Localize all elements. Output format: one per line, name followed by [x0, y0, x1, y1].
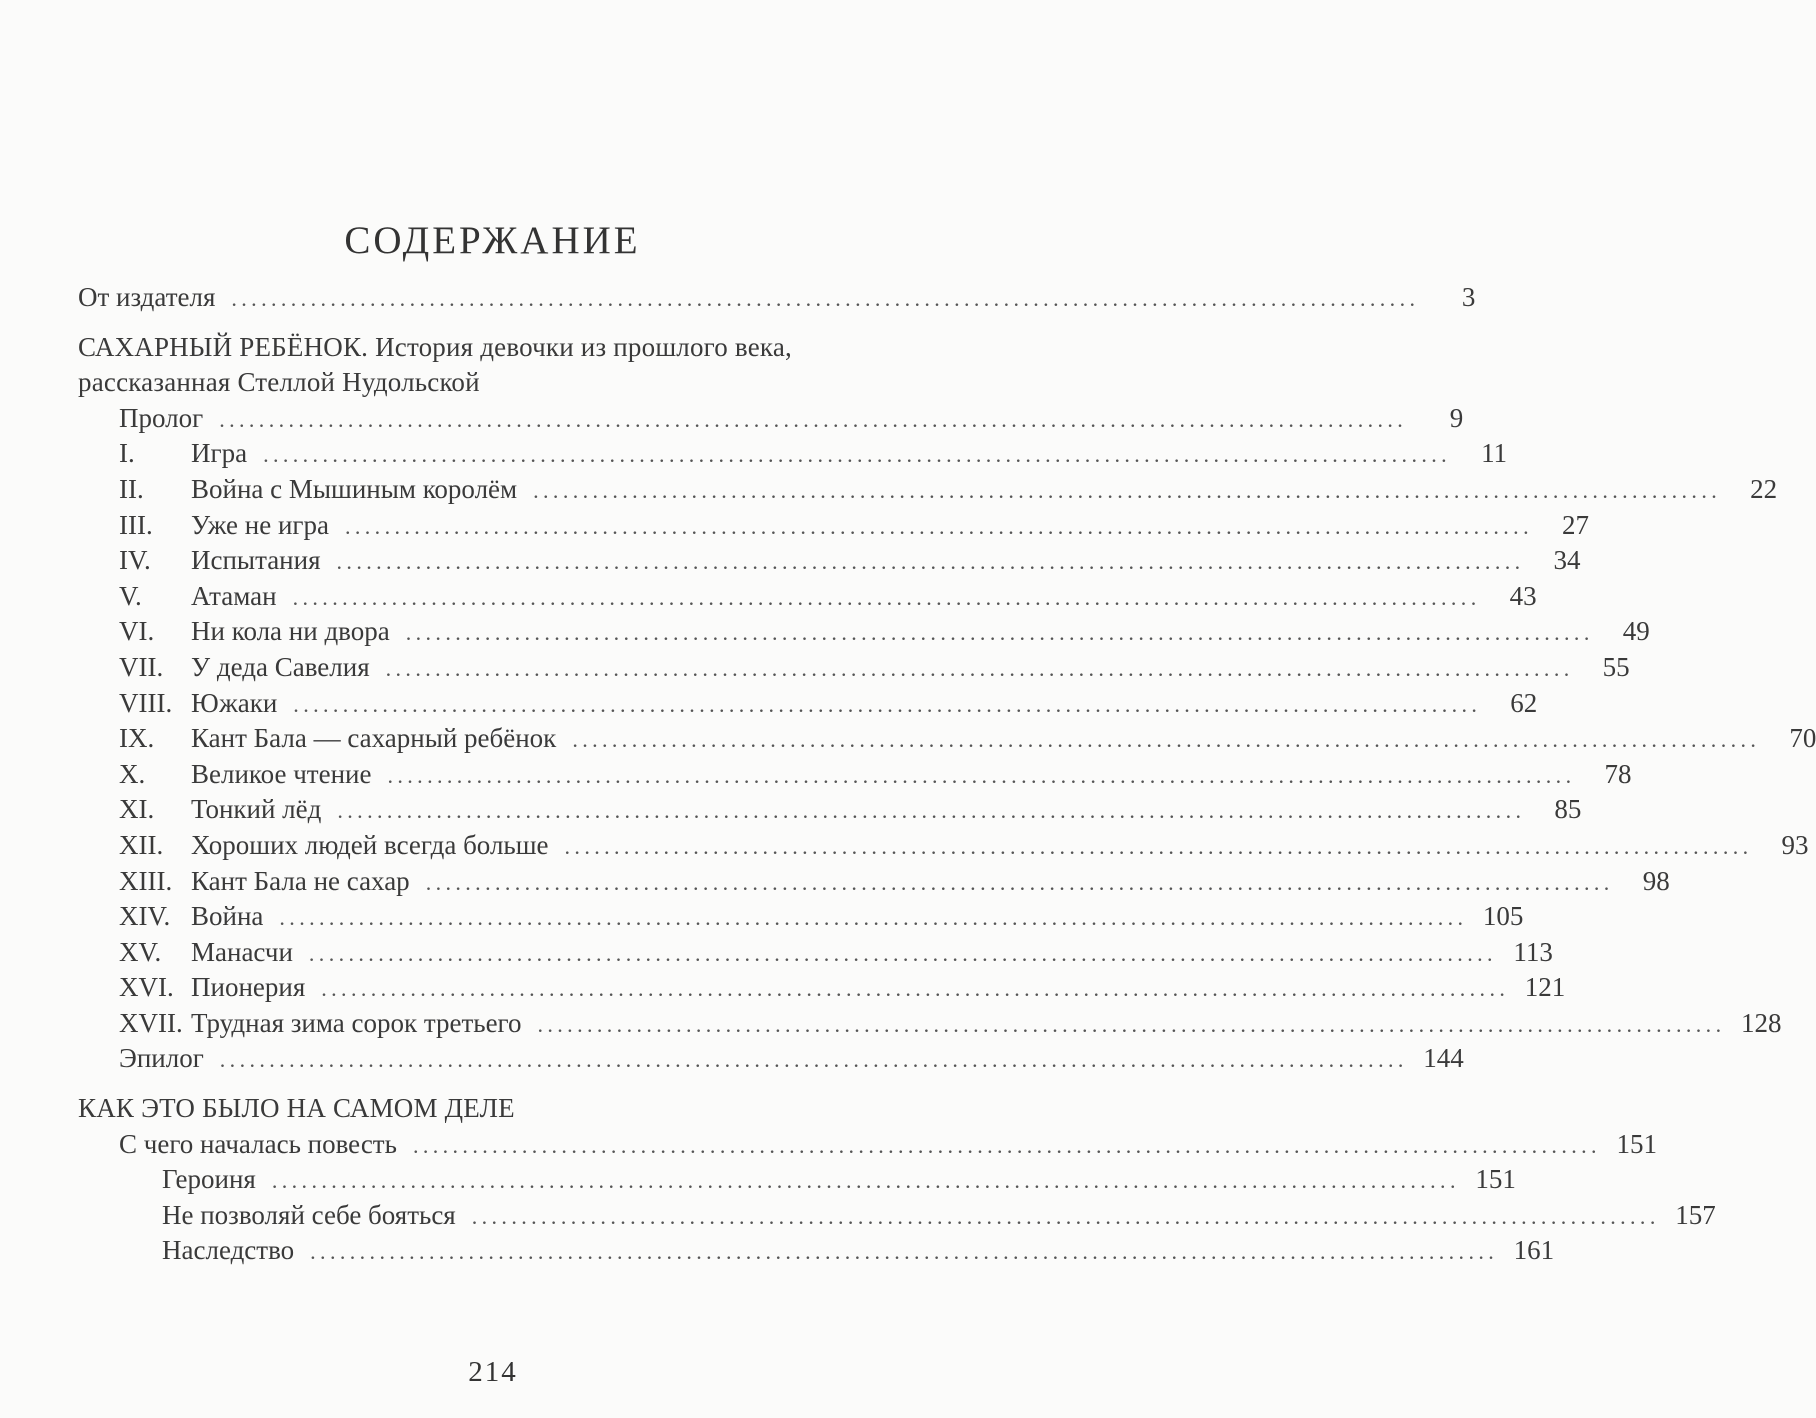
- table-of-contents: [78, 280, 1816, 1269]
- chapter-number: IV.: [119, 545, 151, 576]
- chapter-list: [78, 436, 1816, 1041]
- page-number: 214: [468, 1356, 518, 1388]
- toc-entry-chapter: [78, 1006, 1782, 1042]
- section-heading-how-it-was: КАК ЭТО БЫЛО НА САМОМ ДЕЛЕ: [78, 1093, 515, 1124]
- section-heading-sugar-child: [78, 330, 908, 401]
- entry-title: Ни кола ни двора: [191, 616, 390, 647]
- chapter-number: XVI.: [119, 972, 174, 1003]
- entry-title: Кант Бала не сахар: [191, 865, 410, 896]
- leader-dots: ........................................................................................................................: [321, 976, 1510, 1002]
- chapter-number: II.: [119, 473, 144, 504]
- chapter-number: V.: [119, 580, 142, 611]
- chapter-number: I.: [119, 438, 135, 469]
- entry-title: Пионерия: [191, 972, 306, 1003]
- entry-title: Эпилог: [119, 1043, 204, 1074]
- entry-title: Атаман: [191, 580, 277, 611]
- leader-dots: ........................................................................................................................: [385, 655, 1574, 681]
- toc-entry-chapter: [78, 686, 1538, 722]
- leader-dots: ........................................................................................................................: [310, 1239, 1499, 1265]
- leader-dots: ........................................................................................................................: [292, 584, 1481, 610]
- toc-entry-chapter: [78, 579, 1537, 615]
- entry-page: 78: [1604, 758, 1632, 789]
- entry-page: 113: [1513, 936, 1553, 967]
- toc-entry-publisher: [78, 280, 1476, 316]
- entry-page: 161: [1513, 1235, 1555, 1266]
- entry-page: 93: [1781, 829, 1809, 860]
- chapter-number: XIV.: [119, 901, 171, 932]
- chapter-number: IX.: [119, 723, 155, 754]
- chapter-number: XVII.: [119, 1007, 183, 1038]
- toc-entry-chapter: [78, 899, 1524, 935]
- entry-page: 55: [1602, 651, 1630, 682]
- leader-dots: ........................................................................................................................: [537, 1011, 1726, 1037]
- toc-entry-chapter: [78, 543, 1581, 579]
- toc-entry-epilogue: [78, 1041, 1464, 1077]
- entry-title: Трудная зима сорок третьего: [191, 1007, 522, 1038]
- toc-entry-prologue: [78, 401, 1464, 437]
- section-heading-line: рассказанная Стеллой Нудольской: [78, 367, 480, 398]
- toc-entry-chapter: [78, 508, 1589, 544]
- leader-dots: ........................................................................................................................: [279, 905, 1468, 931]
- leader-dots: ........................................................................................................................: [219, 1047, 1408, 1073]
- entry-page: 22: [1750, 473, 1778, 504]
- leader-dots: ........................................................................................................................: [263, 442, 1452, 468]
- entry-title: Пролог: [119, 402, 204, 433]
- chapter-number: XIII.: [119, 865, 173, 896]
- toc-entry-chapter: [78, 757, 1632, 793]
- entry-page: 128: [1740, 1007, 1782, 1038]
- entry-title: Наследство: [162, 1235, 295, 1266]
- leader-dots: ........................................................................................................................: [336, 549, 1525, 575]
- toc-entry-subsection: [78, 1162, 1516, 1198]
- entry-title: Не позволяй себе бояться: [162, 1199, 456, 1230]
- chapter-number: III.: [119, 509, 153, 540]
- leader-dots: ........................................................................................................................: [337, 798, 1526, 824]
- leader-dots: ........................................................................................................................: [412, 1132, 1601, 1158]
- leader-dots: ........................................................................................................................: [344, 513, 1533, 539]
- leader-dots: ........................................................................................................................: [425, 869, 1614, 895]
- leader-dots: ........................................................................................................................: [271, 1168, 1460, 1194]
- leader-dots: ........................................................................................................................: [231, 286, 1420, 311]
- entry-page: 151: [1616, 1128, 1657, 1159]
- toc-entry-chapter: [78, 970, 1566, 1006]
- entry-page: 121: [1524, 972, 1566, 1003]
- entry-page: 62: [1510, 687, 1538, 718]
- leader-dots: ........................................................................................................................: [387, 762, 1576, 788]
- chapter-number: XV.: [119, 936, 162, 967]
- chapter-number: XII.: [119, 829, 164, 860]
- entry-title: Игра: [191, 438, 248, 469]
- subsection-list: [78, 1162, 1716, 1269]
- entry-page: 157: [1675, 1199, 1716, 1230]
- entry-title: У деда Савелия: [191, 651, 370, 682]
- entry-title: Уже не игра: [191, 509, 329, 540]
- toc-entry-subsection: [78, 1233, 1555, 1269]
- leader-dots: ........................................................................................................................: [308, 940, 1497, 966]
- entry-title: Хороших людей всегда больше: [191, 829, 549, 860]
- entry-page: 3: [1461, 282, 1476, 312]
- chapter-number: X.: [119, 758, 146, 789]
- entry-title: Война: [191, 901, 264, 932]
- section-heading-line: САХАРНЫЙ РЕБЁНОК. История девочки из прошлого века,: [78, 331, 792, 362]
- entry-title: Великое чтение: [191, 758, 372, 789]
- toc-entry-chapter: [78, 614, 1650, 650]
- entry-title: С чего началась повесть: [119, 1128, 397, 1159]
- entry-page: 70: [1789, 723, 1816, 754]
- toc-entry-chapter: [78, 935, 1553, 971]
- entry-page: 9: [1449, 402, 1464, 433]
- chapter-number: XI.: [119, 794, 155, 825]
- entry-page: 34: [1553, 545, 1581, 576]
- leader-dots: ........................................................................................................................: [471, 1203, 1660, 1229]
- leader-dots: ........................................................................................................................: [293, 691, 1482, 717]
- toc-entry-origin: [78, 1127, 1657, 1163]
- toc-entry-chapter: [78, 721, 1816, 757]
- leader-dots: ........................................................................................................................: [564, 833, 1753, 859]
- page-title: СОДЕРЖАНИЕ: [344, 219, 641, 262]
- leader-dots: ........................................................................................................................: [572, 727, 1761, 753]
- entry-page: 151: [1475, 1164, 1516, 1195]
- toc-entry-chapter: [78, 792, 1582, 828]
- toc-entry-chapter: [78, 828, 1809, 864]
- leader-dots: ........................................................................................................................: [533, 477, 1722, 503]
- entry-title: Героиня: [162, 1164, 256, 1195]
- toc-entry-chapter: [78, 864, 1670, 900]
- entry-page: 49: [1622, 616, 1650, 647]
- leader-dots: ........................................................................................................................: [219, 406, 1408, 432]
- leader-dots: ........................................................................................................................: [405, 620, 1594, 646]
- entry-title: Южаки: [191, 687, 278, 718]
- entry-title: Испытания: [191, 545, 321, 576]
- entry-title: От издателя: [78, 282, 216, 312]
- chapter-number: VIII.: [119, 687, 173, 718]
- chapter-number: VII.: [119, 651, 164, 682]
- toc-entry-chapter: [78, 472, 1778, 508]
- entry-page: 98: [1642, 865, 1670, 896]
- chapter-number: VI.: [119, 616, 155, 647]
- entry-page: 105: [1482, 901, 1524, 932]
- toc-entry-subsection: [78, 1198, 1716, 1234]
- entry-title: Тонкий лёд: [191, 794, 322, 825]
- entry-title: Кант Бала — сахарный ребёнок: [191, 723, 557, 754]
- entry-page: 85: [1554, 794, 1582, 825]
- entry-title: Война с Мышиным королём: [191, 473, 518, 504]
- entry-page: 11: [1481, 438, 1508, 469]
- toc-entry-chapter: [78, 436, 1508, 472]
- entry-page: 144: [1423, 1043, 1464, 1074]
- entry-title: Манасчи: [191, 936, 293, 967]
- entry-page: 43: [1509, 580, 1537, 611]
- toc-entry-chapter: [78, 650, 1630, 686]
- entry-page: 27: [1561, 509, 1589, 540]
